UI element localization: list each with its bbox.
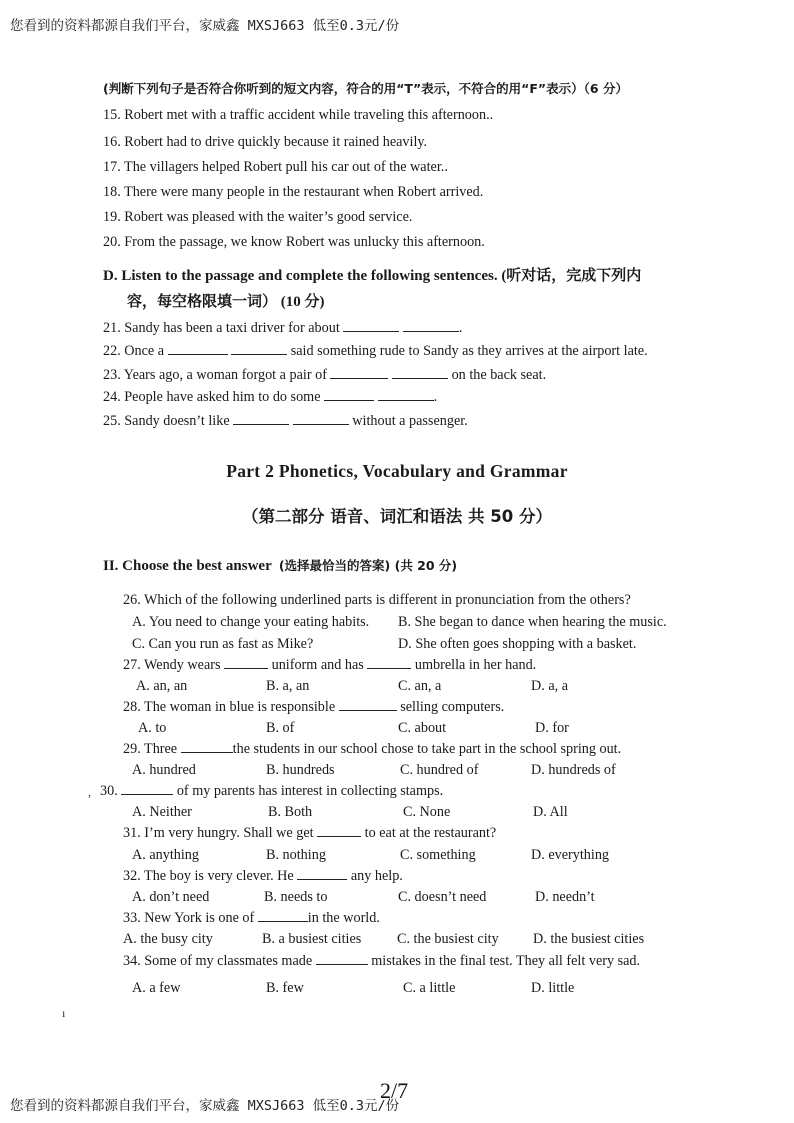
question-27 (123, 655, 536, 674)
q31-option-a[interactable]: A. anything (132, 847, 199, 863)
fill-22-text: 22. Once a (103, 343, 168, 359)
section-ii-title-cn: (选择最恰当的答案) (共 20 分) (278, 558, 458, 573)
section-c-instruction: (判断下列句子是否符合你听到的短文内容，符合的用“T”表示，不符合的用“F”表示）（6 分） (103, 81, 628, 96)
q34-stem: 34. Some of my classmates made (123, 953, 316, 969)
q34-option-d[interactable]: D. little (531, 980, 575, 996)
q32-stem: 32. The boy is very clever. He (123, 868, 298, 884)
q30-stem-end: of my parents has interest in collecting stamps. (173, 783, 444, 799)
fill-23-end: on the back seat. (448, 367, 547, 383)
q34-stem-end: mistakes in the final test. They all felt very sad. (367, 953, 641, 969)
blank-24a[interactable] (324, 387, 374, 401)
blank-27b[interactable] (367, 655, 411, 669)
blank-25b[interactable] (293, 411, 349, 425)
q34-option-a[interactable]: A. a few (132, 980, 181, 996)
section-d-title-cont: 容，每空格限填一词） (10 分) (127, 294, 325, 310)
statement-17: 17. The villagers helped Robert pull his car out of the water.. (103, 159, 448, 175)
blank-23b[interactable] (392, 365, 448, 379)
q30-option-d[interactable]: D. All (533, 804, 568, 820)
q32-option-a[interactable]: A. don’t need (132, 889, 210, 905)
q27-option-d[interactable]: D. a, a (531, 678, 569, 694)
q31-option-d[interactable]: D. everything (531, 847, 610, 863)
q32-option-d[interactable]: D. needn’t (535, 889, 595, 905)
blank-29[interactable] (181, 739, 233, 753)
q29-option-c[interactable]: C. hundred of (400, 762, 479, 778)
question-29 (123, 739, 621, 758)
q27-option-b[interactable]: B. a, an (266, 678, 310, 694)
q30-option-a[interactable]: A. Neither (132, 804, 192, 820)
q28-stem: 28. The woman in blue is responsible (123, 699, 339, 715)
fill-21-end: . (458, 320, 463, 336)
fill-24-end: . (433, 389, 438, 405)
q33-stem: 33. New York is one of (123, 910, 258, 926)
blank-21b[interactable] (403, 318, 459, 332)
blank-33[interactable] (258, 908, 308, 922)
blank-24b[interactable] (378, 387, 434, 401)
question-34 (123, 951, 640, 970)
question-26: 26. Which of the following underlined parts is different in pronunciation from the others? (123, 592, 631, 608)
q27-stem-end: umbrella in her hand. (411, 657, 537, 673)
statement-20: 20. From the passage, we know Robert was unlucky this afternoon. (103, 234, 485, 250)
q31-stem-end: to eat at the restaurant? (361, 825, 497, 841)
q29-stem-end: the students in our school chose to take part in the school spring out. (232, 741, 622, 757)
q34-option-c[interactable]: C. a little (403, 980, 456, 996)
q28-option-a[interactable]: A. to (138, 720, 167, 736)
question-30 (100, 781, 443, 800)
fill-25-text: 25. Sandy doesn’t like (103, 413, 234, 429)
fill-21 (103, 318, 462, 337)
q30-option-c[interactable]: C. None (403, 804, 451, 820)
q28-option-c[interactable]: C. about (398, 720, 447, 736)
stray-mark: , (88, 785, 91, 799)
q33-option-d[interactable]: D. the busiest cities (533, 931, 645, 947)
blank-25a[interactable] (233, 411, 289, 425)
blank-22b[interactable] (231, 341, 287, 355)
blank-32[interactable] (297, 866, 347, 880)
q29-stem: 29. Three (123, 741, 181, 757)
statement-16: 16. Robert had to drive quickly because it rained heavily. (103, 134, 428, 150)
fill-24 (103, 387, 437, 406)
part2-subtitle: （第二部分 语音、词汇和语法 共 50 分） (242, 507, 552, 526)
q26-option-a[interactable]: A. You need to change your eating habits. (132, 614, 370, 630)
blank-34[interactable] (316, 951, 368, 965)
q32-option-c[interactable]: C. doesn’t need (398, 889, 487, 905)
q28-stem-end: selling computers. (396, 699, 505, 715)
fill-22-end: said something rude to Sandy as they arrives at the airport late. (287, 343, 648, 359)
blank-22a[interactable] (168, 341, 228, 355)
watermark-bottom: 您看到的资料都源自我们平台，家威鑫 MXSJ663 低至0.3元/份 (10, 1098, 400, 1114)
q32-option-b[interactable]: B. needs to (264, 889, 328, 905)
section-ii-title: II. Choose the best answer (103, 558, 272, 574)
q28-option-b[interactable]: B. of (266, 720, 295, 736)
page-number: 2/7 (380, 1078, 409, 1103)
q28-option-d[interactable]: D. for (535, 720, 569, 736)
question-31 (123, 823, 496, 842)
q33-option-a[interactable]: A. the busy city (123, 931, 213, 947)
q31-option-b[interactable]: B. nothing (266, 847, 326, 863)
q29-option-d[interactable]: D. hundreds of (531, 762, 616, 778)
statement-15: 15. Robert met with a traffic accident while traveling this afternoon.. (103, 107, 494, 123)
q27-stem: 27. Wendy wears (123, 657, 225, 673)
q32-stem-end: any help. (347, 868, 403, 884)
q30-stem: 30. (100, 783, 122, 799)
fill-21-text: 21. Sandy has been a taxi driver for about (103, 320, 344, 336)
q30-option-b[interactable]: B. Both (268, 804, 313, 820)
fill-23-text: 23. Years ago, a woman forgot a pair of (103, 367, 331, 383)
blank-28[interactable] (339, 697, 397, 711)
q29-option-b[interactable]: B. hundreds (266, 762, 335, 778)
statement-18: 18. There were many people in the restaurant when Robert arrived. (103, 184, 484, 200)
question-28 (123, 697, 504, 716)
fill-25-end: without a passenger. (348, 413, 468, 429)
q26-option-d[interactable]: D. She often goes shopping with a basket. (398, 636, 637, 652)
q27-option-c[interactable]: C. an, a (398, 678, 442, 694)
question-32 (123, 866, 403, 885)
q26-option-b[interactable]: B. She began to dance when hearing the music. (398, 614, 667, 630)
q26-option-c[interactable]: C. Can you run as fast as Mike? (132, 636, 314, 652)
q27-option-a[interactable]: A. an, an (136, 678, 188, 694)
q31-option-c[interactable]: C. something (400, 847, 476, 863)
section-d-title: D. Listen to the passage and complete the following sentences. (听对话，完成下列内 (103, 268, 642, 284)
part2-title: Part 2 Phonetics, Vocabulary and Grammar (226, 461, 568, 481)
q33-stem-end: in the world. (307, 910, 380, 926)
blank-23a[interactable] (330, 365, 388, 379)
q34-option-b[interactable]: B. few (266, 980, 304, 996)
question-33 (123, 908, 380, 927)
fill-22 (103, 341, 648, 360)
blank-21a[interactable] (343, 318, 399, 332)
blank-27a[interactable] (224, 655, 268, 669)
q31-stem: 31. I’m very hungry. Shall we get (123, 825, 318, 841)
fill-25 (103, 411, 468, 430)
q29-option-a[interactable]: A. hundred (132, 762, 196, 778)
watermark-top: 您看到的资料都源自我们平台，家威鑫 MXSJ663 低至0.3元/份 (10, 18, 400, 34)
blank-31[interactable] (317, 823, 361, 837)
section-ii-heading (103, 557, 457, 575)
q33-option-b[interactable]: B. a busiest cities (262, 931, 362, 947)
margin-mark: ı (62, 1006, 66, 1020)
fill-23 (103, 365, 546, 384)
blank-30[interactable] (121, 781, 173, 795)
fill-24-text: 24. People have asked him to do some (103, 389, 325, 405)
statement-19: 19. Robert was pleased with the waiter’s good service. (103, 209, 413, 225)
q33-option-c[interactable]: C. the busiest city (397, 931, 499, 947)
q27-stem-mid: uniform and has (268, 657, 368, 673)
